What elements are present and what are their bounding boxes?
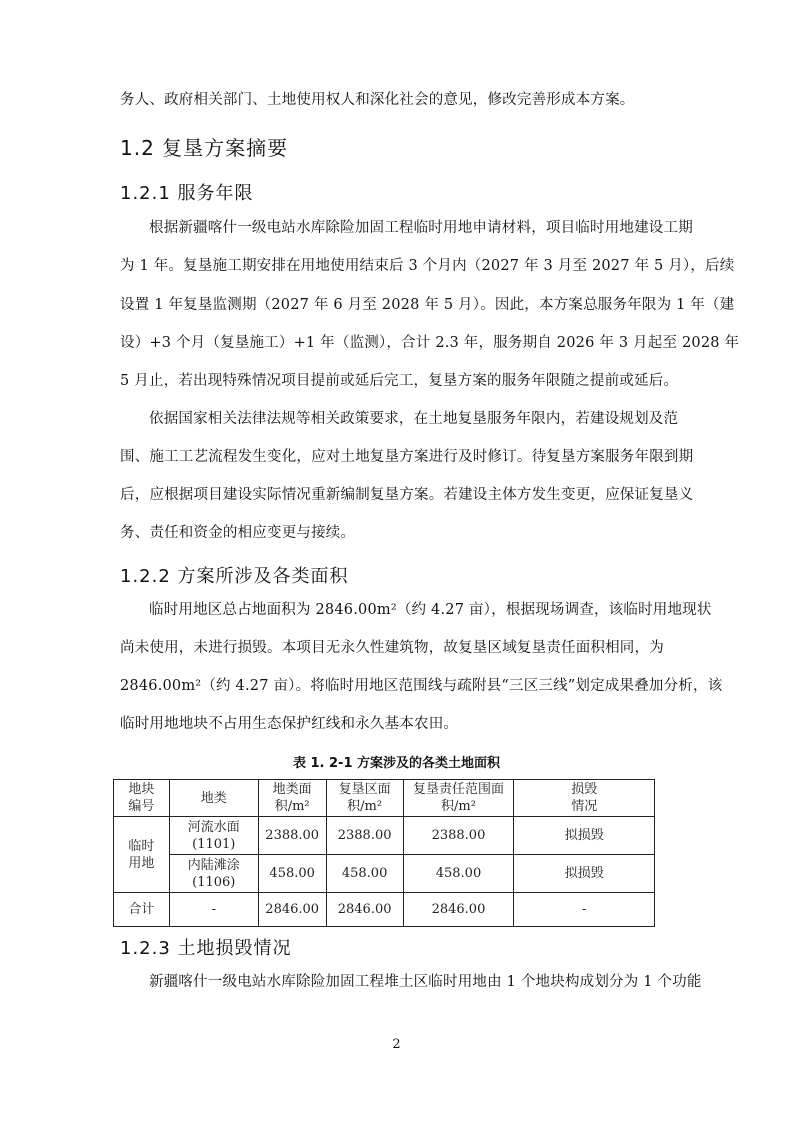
heading-1-2-3: 1.2.3 土地损毁情况 — [120, 938, 292, 959]
total-type-cell: - — [169, 893, 258, 927]
land-area-table — [113, 779, 655, 927]
table-row — [114, 817, 655, 855]
table-total-row — [114, 893, 655, 927]
header-cell: 复垦区面 积/m² — [326, 780, 403, 817]
paragraph-line: 根据新疆喀什一级电站水库除险加固工程临时用地申请材料，项目临时用地建设工期 — [149, 220, 693, 236]
paragraph-line: 设）+3 个月（复垦施工）+1 年（监测），合计 2.3 年，服务期自 2026 年 3 月起至 2028 年 — [120, 335, 740, 351]
paragraph-line: 围、施工工艺流程发生变化，应对土地复垦方案进行及时修订。待复垦方案服务年限到期 — [120, 449, 694, 465]
damage-cell: 拟损毁 — [514, 817, 655, 855]
total-damage-cell: - — [514, 893, 655, 927]
table-caption: 表 1. 2-1 方案涉及的各类土地面积 — [292, 756, 501, 771]
paragraph-line: 5 月止，若出现特殊情况项目提前或延后完工，复垦方案的服务年限随之提前或延后。 — [120, 373, 679, 389]
header-cell: 地块 编号 — [114, 780, 170, 817]
paragraph-line: 新疆喀什一级电站水库除险加固工程堆土区临时用地由 1 个地块构成划分为 1 个功能 — [149, 974, 702, 990]
paragraph-line: 临时用地地块不占用生态保护红线和永久基本农田。 — [120, 716, 459, 732]
paragraph-line: 务、责任和资金的相应变更与接续。 — [120, 525, 356, 541]
area-cell: 2388.00 — [258, 817, 326, 855]
table-row — [114, 855, 655, 893]
total-reclaim-cell: 2846.00 — [326, 893, 403, 927]
table-header-row — [114, 780, 655, 817]
heading-1-2-2: 1.2.2 方案所涉及各类面积 — [120, 566, 349, 587]
reclaim-area-cell: 2388.00 — [326, 817, 403, 855]
paragraph-intro-tail: 务人、政府相关部门、土地使用权人和深化社会的意见，修改完善形成本方案。 — [120, 92, 635, 108]
header-cell: 损毁 情况 — [514, 780, 655, 817]
responsibility-area-cell: 458.00 — [403, 855, 514, 893]
total-responsibility-cell: 2846.00 — [403, 893, 514, 927]
paragraph-line: 为 1 年。复垦施工期安排在用地使用结束后 3 个月内（2027 年 3 月至 2027 年 5 月），后续 — [120, 258, 735, 274]
total-label-cell: 合计 — [114, 893, 170, 927]
paragraph-line: 依据国家相关法律法规等相关政策要求，在土地复垦服务年限内，若建设规划及范 — [149, 411, 679, 427]
reclaim-area-cell: 458.00 — [326, 855, 403, 893]
header-cell: 地类面 积/m² — [258, 780, 326, 817]
paragraph-line: 后，应根据项目建设实际情况重新编制复垦方案。若建设主体方发生变更，应保证复垦义 — [120, 487, 694, 503]
paragraph-line: 临时用地区总占地面积为 2846.00m²（约 4.27 亩），根据现场调查，该临时用地现状 — [149, 602, 712, 618]
heading-1-2: 1.2 复垦方案摘要 — [120, 136, 289, 160]
responsibility-area-cell: 2388.00 — [403, 817, 514, 855]
header-cell: 地类 — [169, 780, 258, 817]
total-area-cell: 2846.00 — [258, 893, 326, 927]
damage-cell: 拟损毁 — [514, 855, 655, 893]
page-number: 2 — [392, 1037, 401, 1052]
area-cell: 458.00 — [258, 855, 326, 893]
header-cell: 复垦责任范围面 积/m² — [403, 780, 514, 817]
paragraph-line: 尚未使用，未进行损毁。本项目无永久性建筑物，故复垦区域复垦责任面积相同，为 — [120, 640, 664, 656]
paragraph-line: 2846.00m²（约 4.27 亩）。将临时用地区范围线与疏附县“三区三线”划定成果叠加分析，该 — [120, 678, 723, 694]
group-cell: 临时 用地 — [114, 817, 170, 893]
land-type-cell: 河流水面 (1101) — [169, 817, 258, 855]
heading-1-2-1: 1.2.1 服务年限 — [120, 183, 254, 204]
paragraph-line: 设置 1 年复垦监测期（2027 年 6 月至 2028 年 5 月）。因此，本方案总服务年限为 1 年（建 — [120, 297, 735, 313]
land-type-cell: 内陆滩涂 (1106) — [169, 855, 258, 893]
